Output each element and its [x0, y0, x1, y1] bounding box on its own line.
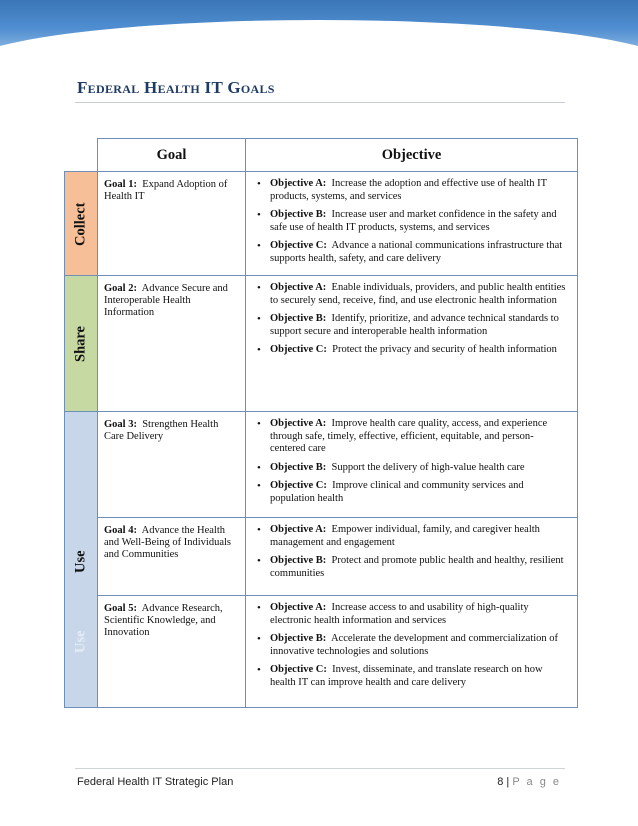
objective-label: Objective A: [270, 524, 327, 535]
objective-label: Objective C: [270, 480, 327, 491]
objective-item [252, 209, 569, 234]
objective-cell [246, 518, 578, 596]
footer-page-word: P a g e [512, 776, 561, 788]
objective-text: Empower individual, family, and caregiver health management and engagement [270, 524, 540, 548]
objective-text: Increase access to and usability of high-quality electronic health information and services [270, 602, 529, 626]
objective-item [252, 524, 569, 549]
page-title: Federal Health IT Goals [77, 78, 275, 97]
header-spacer [65, 139, 98, 172]
objective-text: Enable individuals, providers, and public health entities to securely send, receive, find, and use electronic health information [270, 282, 566, 306]
objective-item [252, 555, 569, 580]
goal-text: Advance Research, Scientific Knowledge, and Innovation [104, 603, 223, 638]
objective-item [252, 480, 569, 505]
objective-text: Support the delivery of high-value health care [331, 461, 525, 473]
objective-label: Objective B: [270, 555, 327, 566]
section-share-label: Share [72, 326, 89, 362]
objective-text: Increase the adoption and effective use of health IT products, systems, and services [270, 178, 547, 202]
objective-text: Advance a national communications infrastructure that supports health, safety, and care delivery [270, 240, 563, 264]
objective-text: Improve health care quality, access, and experience through safe, timely, effective, efficient, equitable, and person-centered care [270, 418, 548, 454]
objective-text: Invest, disseminate, and translate research on how health IT can improve health and care delivery [270, 664, 543, 688]
goal-cell [98, 412, 246, 518]
section-collect [65, 172, 98, 276]
objective-item [252, 313, 569, 338]
goal-text: Strengthen Health Care Delivery [104, 419, 219, 442]
objective-item [252, 240, 569, 265]
objective-item [252, 633, 569, 658]
objective-label: Objective A: [270, 282, 327, 293]
section-use-ghost-label: Use [72, 630, 89, 654]
goal-text: Advance the Health and Well-Being of Individuals and Communities [104, 525, 231, 560]
title-divider [75, 102, 565, 103]
table-header-row [65, 139, 578, 172]
table-row [65, 518, 578, 596]
table-row [65, 276, 578, 412]
header-goal: Goal [98, 139, 246, 172]
footer-document-title: Federal Health IT Strategic Plan [77, 776, 234, 788]
objective-item [252, 344, 569, 357]
goal-label: Goal 1: [104, 179, 137, 190]
header-objective: Objective [246, 139, 578, 172]
objective-text: Protect and promote public health and healthy, resilient communities [270, 555, 564, 579]
goal-cell [98, 596, 246, 708]
goal-text: Expand Adoption of Health IT [104, 179, 228, 202]
goals-table [64, 138, 578, 708]
objective-label: Objective C: [270, 240, 327, 251]
table-row [65, 412, 578, 518]
goal-cell [98, 172, 246, 276]
objective-cell [246, 596, 578, 708]
objective-cell [246, 412, 578, 518]
objective-text: Improve clinical and community services and population health [270, 480, 524, 504]
objective-label: Objective B: [270, 461, 327, 473]
objective-item [252, 664, 569, 689]
objective-text: Accelerate the development and commercialization of innovative technologies and solutions [270, 633, 559, 657]
objective-label: Objective B: [270, 633, 327, 644]
footer-page-number: 8 [497, 776, 504, 788]
objective-text: Increase user and market confidence in the safety and safe use of health IT products, systems, and services [270, 209, 557, 233]
goal-label: Goal 3: [104, 419, 137, 430]
footer-separator: | [506, 776, 510, 788]
section-use-label: Use [72, 550, 89, 574]
objective-cell [246, 276, 578, 412]
section-use [65, 412, 98, 708]
objective-item [252, 282, 569, 307]
objective-item [252, 602, 569, 627]
objective-text: Identify, prioritize, and advance technical standards to support secure and interoperable health information [270, 313, 559, 337]
objective-label: Objective A: [270, 418, 327, 429]
footer-divider [75, 768, 565, 769]
objective-label: Objective A: [270, 178, 327, 189]
objective-item [252, 178, 569, 203]
section-collect-label: Collect [72, 202, 89, 246]
goal-label: Goal 2: [104, 283, 137, 294]
objective-cell [246, 172, 578, 276]
objective-label: Objective B: [270, 313, 327, 324]
goal-text: Advance Secure and Interoperable Health Information [104, 283, 228, 318]
table-row [65, 172, 578, 276]
objective-label: Objective B: [270, 209, 327, 220]
objective-text: Protect the privacy and security of health information [332, 344, 557, 355]
objective-label: Objective C: [270, 664, 327, 675]
objective-label: Objective A: [270, 602, 327, 613]
goal-label: Goal 4: [104, 525, 137, 536]
goal-cell [98, 518, 246, 596]
table-row [65, 596, 578, 708]
objective-item [252, 418, 569, 456]
objective-label: Objective C: [270, 344, 327, 355]
section-share [65, 276, 98, 412]
objective-item [252, 462, 569, 475]
goal-cell [98, 276, 246, 412]
footer-page-indicator [497, 776, 561, 788]
goal-label: Goal 5: [104, 603, 137, 614]
